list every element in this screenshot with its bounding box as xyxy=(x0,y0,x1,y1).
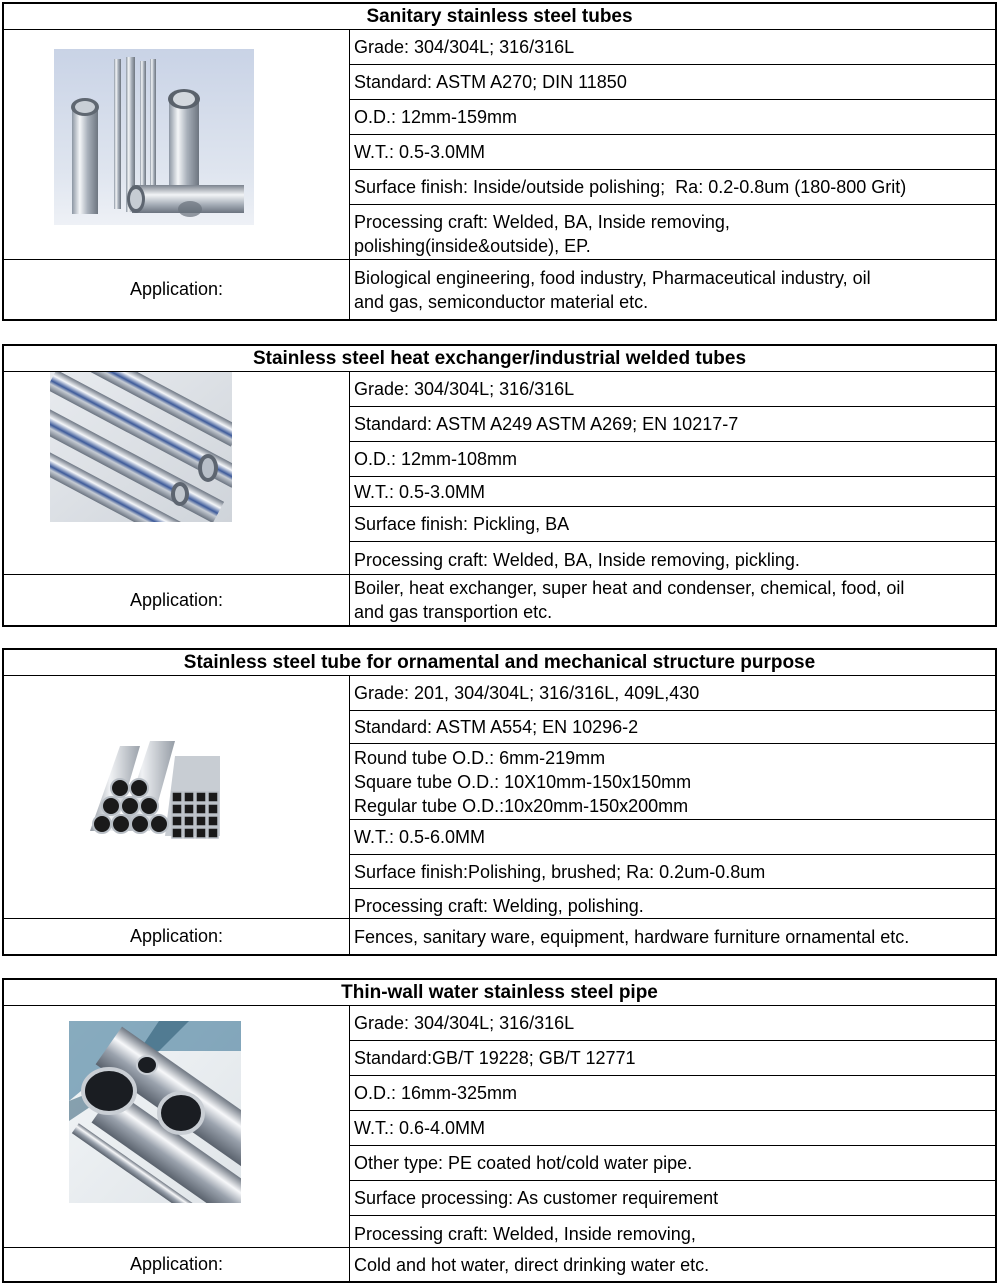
spec-row xyxy=(350,1041,995,1076)
spec-wt: W.T.: 0.6-4.0MM xyxy=(354,1118,486,1138)
product-table-sanitary xyxy=(2,2,997,321)
application-value: Fences, sanitary ware, equipment, hardware furniture ornamental etc. xyxy=(354,926,910,947)
spec-row xyxy=(350,542,995,578)
spec-row xyxy=(350,442,995,477)
product-table-ornamental xyxy=(2,648,997,956)
spec-row xyxy=(350,1111,995,1146)
spec-grade: Grade: 304/304L; 316/316L xyxy=(354,379,575,399)
spec-list xyxy=(350,30,995,263)
application-value-cell xyxy=(350,575,995,625)
heat-exchanger-tubes-photo xyxy=(50,372,232,522)
spec-grade: Grade: 201, 304/304L; 316/316L, 409L,430 xyxy=(354,683,700,703)
spec-row xyxy=(350,1216,995,1251)
spec-row xyxy=(350,1076,995,1111)
spec-od: Round tube O.D.: 6mm-219mm Square tube O.D.: 10X10mm-150x150mm Regular tube O.D.:10x20mm-150x200mm xyxy=(354,747,692,816)
spec-processing-craft: Processing craft: Welded, BA, Inside removing, polishing(inside&outside), EP. xyxy=(354,212,730,256)
application-row xyxy=(4,918,995,954)
spec-processing-craft: Processing craft: Welded, BA, Inside removing, pickling. xyxy=(354,550,800,570)
spec-row xyxy=(350,1181,995,1216)
spec-od: O.D.: 16mm-325mm xyxy=(354,1083,518,1103)
spec-grade: Grade: 304/304L; 316/316L xyxy=(354,37,575,57)
table-title: Thin-wall water stainless steel pipe xyxy=(4,980,995,1006)
application-value-cell xyxy=(350,919,995,954)
spec-row xyxy=(350,507,995,542)
spec-surface-finish: Surface finish: Pickling, BA xyxy=(354,514,570,534)
application-value-cell xyxy=(350,1248,995,1281)
spec-row xyxy=(350,135,995,170)
table-title: Stainless steel tube for ornamental and mechanical structure purpose xyxy=(4,650,995,676)
table-title: Sanitary stainless steel tubes xyxy=(4,4,995,30)
application-label: Application: xyxy=(4,1248,350,1281)
image-cell xyxy=(4,30,350,263)
ornamental-tubes-photo xyxy=(80,716,230,846)
table-title: Stainless steel heat exchanger/industrial welded tubes xyxy=(4,346,995,372)
spec-row xyxy=(350,477,995,507)
spec-wt: W.T.: 0.5-3.0MM xyxy=(354,142,486,162)
application-value-cell xyxy=(350,260,995,319)
spec-standard: Standard: ASTM A249 ASTM A269; EN 10217-7 xyxy=(354,414,739,434)
spec-row xyxy=(350,170,995,205)
spec-wt: W.T.: 0.5-3.0MM xyxy=(354,481,486,502)
spec-row xyxy=(350,407,995,442)
water-pipe-photo xyxy=(69,1021,241,1203)
spec-row xyxy=(350,855,995,889)
sanitary-tubes-photo xyxy=(54,49,254,225)
spec-wt: W.T.: 0.5-6.0MM xyxy=(354,827,486,847)
image-cell xyxy=(4,372,350,578)
spec-row xyxy=(350,100,995,135)
spec-row xyxy=(350,820,995,855)
spec-processing-craft: Processing craft: Welding, polishing. xyxy=(354,895,644,916)
spec-surface-finish: Surface finish:Polishing, brushed; Ra: 0.2um-0.8um xyxy=(354,861,766,882)
application-value: Cold and hot water, direct drinking water etc. xyxy=(354,1254,710,1275)
spec-row xyxy=(350,205,995,263)
spec-processing-craft: Processing craft: Welded, Inside removing, xyxy=(354,1223,696,1244)
application-row xyxy=(4,259,995,319)
spec-list xyxy=(350,372,995,578)
spec-row xyxy=(350,676,995,711)
spec-row xyxy=(350,711,995,744)
image-cell xyxy=(4,1006,350,1251)
spec-grade: Grade: 304/304L; 316/316L xyxy=(354,1013,575,1033)
spec-surface-finish: Surface finish: Inside/outside polishing; Ra: 0.2-0.8um (180-800 Grit) xyxy=(354,177,907,197)
spec-row xyxy=(350,65,995,100)
application-label: Application: xyxy=(4,260,350,319)
spec-row xyxy=(350,744,995,820)
spec-surface-processing: Surface processing: As customer requirement xyxy=(354,1188,719,1208)
spec-list xyxy=(350,676,995,922)
spec-row xyxy=(350,1146,995,1181)
spec-list xyxy=(350,1006,995,1251)
spec-row xyxy=(350,30,995,65)
spec-row xyxy=(350,372,995,407)
product-table-water-pipe xyxy=(2,978,997,1283)
application-value: Boiler, heat exchanger, super heat and condenser, chemical, food, oil and gas transportion etc. xyxy=(354,578,905,622)
spec-row xyxy=(350,1006,995,1041)
spec-od: O.D.: 12mm-108mm xyxy=(354,449,518,469)
image-cell xyxy=(4,676,350,922)
application-label: Application: xyxy=(4,919,350,954)
application-row xyxy=(4,574,995,625)
spec-other-type: Other type: PE coated hot/cold water pipe. xyxy=(354,1153,693,1173)
spec-standard: Standard:GB/T 19228; GB/T 12771 xyxy=(354,1048,636,1068)
spec-standard: Standard: ASTM A554; EN 10296-2 xyxy=(354,717,639,737)
application-row xyxy=(4,1247,995,1281)
application-value: Biological engineering, food industry, Pharmaceutical industry, oil and gas, semiconductor material etc. xyxy=(354,267,871,312)
spec-od: O.D.: 12mm-159mm xyxy=(354,107,518,127)
product-table-heat-exchanger xyxy=(2,344,997,627)
application-label: Application: xyxy=(4,575,350,625)
spec-standard: Standard: ASTM A270; DIN 11850 xyxy=(354,72,627,92)
